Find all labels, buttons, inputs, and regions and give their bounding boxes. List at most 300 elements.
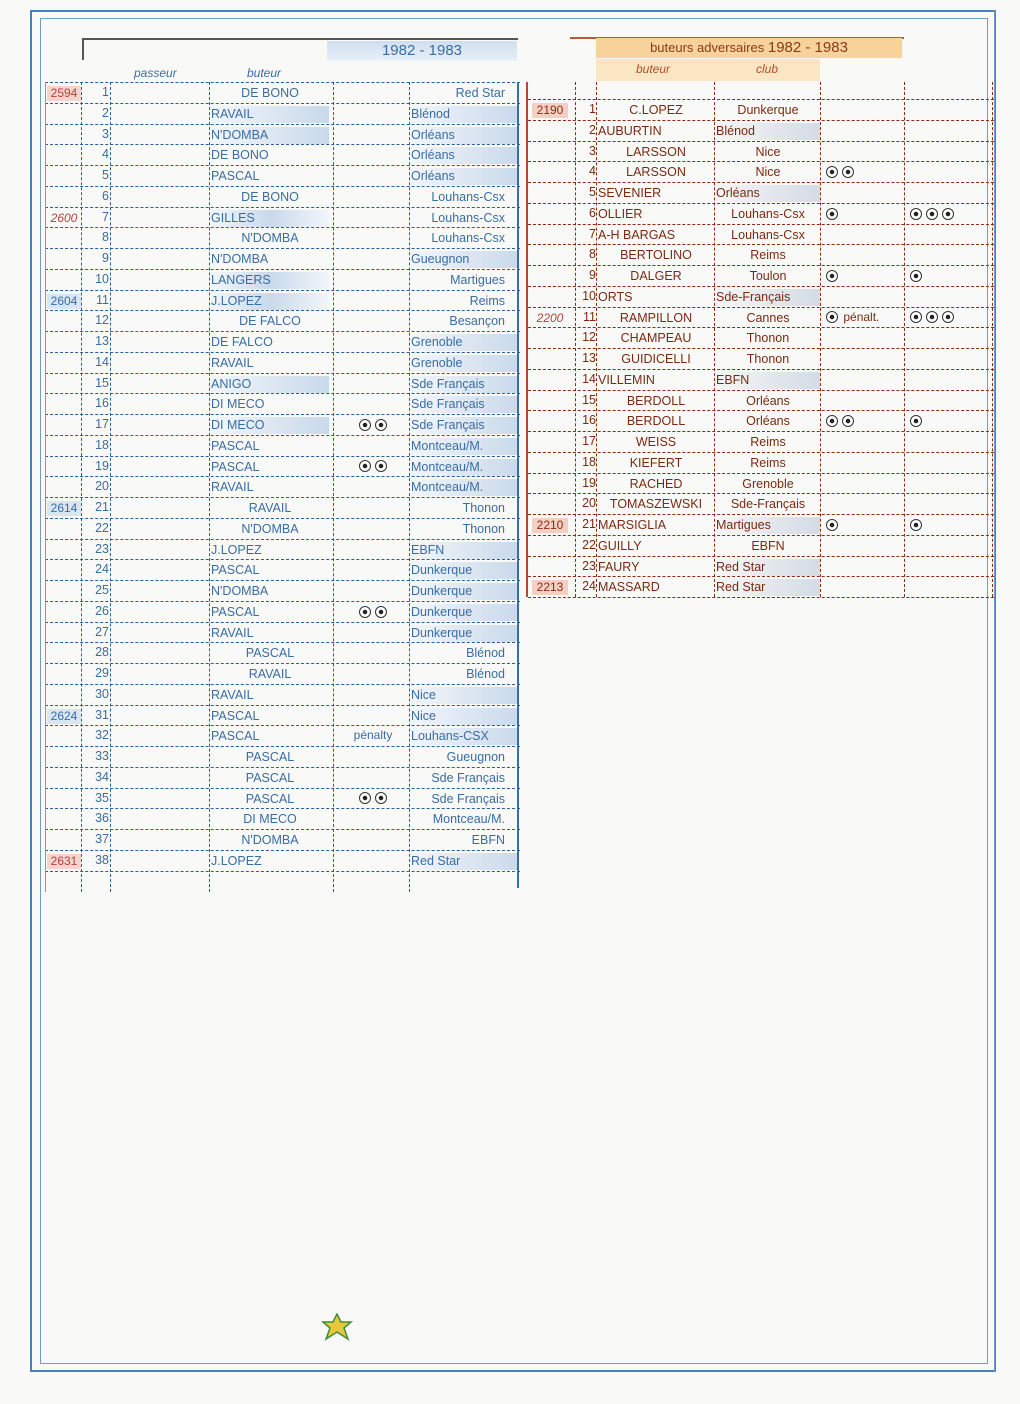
left-scorers-table <box>45 82 520 873</box>
opponent-club: Reims <box>469 293 505 308</box>
opponent-club: Sde Français <box>411 396 519 413</box>
opponent-scorer-name: RACHED <box>629 476 683 491</box>
opponent-scorer-name: LARSSON <box>626 144 686 159</box>
soccer-ball-icon <box>910 311 922 323</box>
table-row <box>528 141 994 162</box>
scorer-name: PASCAL <box>245 750 295 764</box>
goal-note-2 <box>908 268 994 282</box>
opponent-scorer-name: MARSIGLIA <box>598 518 667 532</box>
goal-note <box>335 459 411 473</box>
soccer-ball-icon <box>359 606 371 618</box>
scorer-name: DE BONO <box>211 148 269 163</box>
goal-number: 2 <box>102 105 109 120</box>
goal-number: 30 <box>95 686 109 701</box>
scorer-name: J.LOPEZ <box>211 293 329 310</box>
scorer-name: J.LOPEZ <box>211 542 262 557</box>
opponent-scorer-name: OLLIER <box>598 206 643 221</box>
goal-number: 14 <box>95 354 109 369</box>
goal-number: 7 <box>102 209 109 224</box>
opponent-scorer-name: SEVENIER <box>598 186 662 200</box>
table-row <box>45 684 520 705</box>
opponent-club: Montceau/M. <box>411 479 519 496</box>
opponent-club: Gueugnon <box>446 750 505 764</box>
goal-number: 28 <box>95 645 109 660</box>
goal-number: 7 <box>589 226 596 241</box>
opponent-club: Dunkerque <box>411 562 519 579</box>
opponent-club: Nice <box>411 708 519 725</box>
right-subheader-bar <box>596 59 820 81</box>
table-row <box>45 82 520 103</box>
table-row <box>45 580 520 601</box>
page-frame-right-edge <box>994 10 995 1372</box>
goal-number: 25 <box>95 583 109 597</box>
scorer-name: PASCAL <box>211 169 260 183</box>
soccer-ball-icon <box>826 208 838 220</box>
goal-number: 12 <box>95 313 109 328</box>
goal-number: 22 <box>95 520 109 535</box>
cumulative-goal-count: 2624 <box>47 709 81 724</box>
scorer-name: ANIGO <box>211 376 329 393</box>
soccer-ball-icon <box>910 415 922 427</box>
soccer-ball-icon <box>375 460 387 472</box>
opponent-club: EBFN <box>411 542 519 559</box>
goal-number: 2 <box>589 122 596 137</box>
right-vline <box>820 82 821 597</box>
soccer-ball-icon <box>375 606 387 618</box>
soccer-ball-icon <box>826 519 838 531</box>
cumulative-goals-against: 2190 <box>532 103 568 118</box>
table-row <box>45 207 520 228</box>
soccer-ball-icon <box>359 460 371 472</box>
goal-number: 11 <box>96 292 109 307</box>
goal-number: 1 <box>102 85 109 99</box>
goal-note <box>824 517 904 531</box>
opponent-scorer-name: DALGER <box>630 269 682 283</box>
opponent-scorer-name: RAMPILLON <box>619 310 693 325</box>
opponent-club: Orléans <box>411 147 519 164</box>
scorer-club: Orléans <box>716 185 820 202</box>
table-row <box>528 390 994 411</box>
table-row <box>45 248 520 269</box>
right-title <box>596 38 902 58</box>
table-row <box>528 203 994 224</box>
goal-number: 1 <box>589 102 596 116</box>
goal-number: 3 <box>589 143 596 158</box>
scorer-club: Orléans <box>746 414 790 429</box>
opponent-scorer-name: A-H BARGAS <box>598 227 676 242</box>
opponent-scorer-name: BERDOLL <box>626 414 686 429</box>
goal-number: 18 <box>95 437 109 452</box>
goal-number: 6 <box>102 188 109 203</box>
scorer-name: N'DOMBA <box>211 252 269 266</box>
goal-number: 3 <box>102 126 109 141</box>
soccer-ball-icon <box>942 311 954 323</box>
scorer-name: PASCAL <box>211 729 260 744</box>
scorer-name: J.LOPEZ <box>211 853 262 868</box>
table-row <box>528 535 994 556</box>
opponent-scorer-name: GUILLY <box>598 538 642 553</box>
goal-number: 10 <box>582 288 596 303</box>
soccer-ball-icon <box>942 208 954 220</box>
table-row <box>528 307 994 328</box>
goal-note <box>824 164 904 178</box>
scorer-name: DI MECO <box>211 417 329 434</box>
goal-number: 26 <box>95 603 109 618</box>
soccer-ball-icon <box>926 208 938 220</box>
scorer-name: PASCAL <box>211 438 260 453</box>
opponent-club: Blénod <box>411 106 519 123</box>
table-row <box>45 476 520 497</box>
goal-number: 21 <box>582 517 596 531</box>
opponent-club: Red Star <box>411 853 519 870</box>
soccer-ball-icon <box>826 270 838 282</box>
table-row <box>528 327 994 348</box>
scorer-club: Reims <box>750 248 786 263</box>
opponent-club: Louhans-Csx <box>431 189 505 204</box>
left-col-buteur: buteur <box>247 66 282 80</box>
goal-number: 8 <box>102 230 109 245</box>
soccer-ball-icon <box>910 519 922 531</box>
opponent-scorer-name: GUIDICELLI <box>621 352 691 366</box>
opponent-club: Nice <box>411 687 519 704</box>
scorer-club: Nice <box>755 144 781 159</box>
penalty-note: pénalt. <box>843 309 880 324</box>
soccer-ball-icon <box>359 792 371 804</box>
goal-note-2 <box>908 310 994 324</box>
opponent-club: Montceau/M. <box>432 812 505 827</box>
scorer-club: Cannes <box>746 310 790 325</box>
opponent-club: Dunkerque <box>411 604 519 621</box>
opponent-club: Besançon <box>449 314 505 329</box>
goal-number: 13 <box>95 334 109 348</box>
scorer-name: PASCAL <box>245 770 295 785</box>
left-table-left-edge <box>45 82 46 892</box>
table-row <box>45 601 520 622</box>
goal-number: 17 <box>582 434 596 448</box>
scorer-name: PASCAL <box>245 791 295 806</box>
table-row <box>528 473 994 494</box>
table-row <box>45 310 520 331</box>
cumulative-goal-count: 2604 <box>47 294 81 309</box>
table-row <box>528 161 994 182</box>
goal-number: 34 <box>95 769 109 784</box>
opponent-scorer-name: TOMASZEWSKI <box>609 497 703 512</box>
scorer-club: Thonon <box>746 352 790 366</box>
goal-number: 5 <box>589 185 596 199</box>
scorer-club: Nice <box>755 165 781 180</box>
table-row <box>45 788 520 809</box>
opponent-scorer-name: FAURY <box>598 559 640 574</box>
scorer-name: N'DOMBA <box>241 521 299 536</box>
scorer-club: Thonon <box>746 331 790 346</box>
table-row <box>528 265 994 286</box>
goal-number: 8 <box>589 247 596 262</box>
goal-note <box>824 413 904 427</box>
opponent-scorer-name: C.LOPEZ <box>629 103 683 117</box>
table-row <box>528 452 994 473</box>
opponent-scorer-name: LARSSON <box>626 165 686 180</box>
table-row <box>45 144 520 165</box>
opponent-club: Sde Français <box>431 791 505 806</box>
opponent-club: Montceau/M. <box>411 459 519 476</box>
opponent-scorer-name: MASSARD <box>598 580 660 595</box>
table-row <box>45 663 520 684</box>
scorer-club: Reims <box>750 455 786 470</box>
scorer-club: Red Star <box>716 559 820 576</box>
scorer-name: RAVAIL <box>248 501 292 515</box>
scorer-club: Orléans <box>746 393 790 408</box>
right-vline <box>904 82 905 597</box>
opponent-club: Montceau/M. <box>411 438 519 455</box>
right-col-buteur: buteur <box>636 62 671 76</box>
goal-number: 32 <box>95 728 109 743</box>
goal-number: 12 <box>582 330 596 345</box>
goal-number: 16 <box>582 413 596 428</box>
opponent-club: Dunkerque <box>411 583 519 600</box>
goal-number: 4 <box>102 147 109 162</box>
goal-number: 20 <box>582 496 596 511</box>
opponent-scorer-name: BERDOLL <box>626 393 686 408</box>
goal-number: 11 <box>583 309 596 324</box>
table-row <box>528 369 994 390</box>
table-row <box>45 186 520 207</box>
goal-number: 37 <box>95 832 109 846</box>
scorer-name: RAVAIL <box>211 625 254 640</box>
cumulative-goals-against: 2213 <box>532 580 568 595</box>
goal-note <box>335 728 411 742</box>
table-row <box>45 725 520 746</box>
table-row <box>45 103 520 124</box>
soccer-ball-icon <box>375 792 387 804</box>
scorer-name: PASCAL <box>211 563 260 578</box>
opponent-club: Sde Français <box>411 417 519 434</box>
right-col-club: club <box>756 62 779 76</box>
scorer-club: EBFN <box>751 538 785 553</box>
opponent-club: Red Star <box>455 86 505 100</box>
goal-number: 15 <box>582 392 596 407</box>
scorer-club: Louhans-Csx <box>731 227 805 242</box>
goal-number: 35 <box>95 790 109 805</box>
table-row <box>45 331 520 352</box>
goal-note <box>824 310 904 324</box>
opponent-club: Martigues <box>450 272 505 287</box>
goal-note <box>335 604 411 618</box>
opponent-scorers-table <box>528 99 994 599</box>
soccer-ball-icon <box>842 166 854 178</box>
opponent-scorer-name: AUBURTIN <box>598 123 662 138</box>
right-title-season: 1982 - 1983 <box>767 39 848 56</box>
goal-number: 13 <box>582 351 596 365</box>
table-row <box>528 348 994 369</box>
scorer-name: N'DOMBA <box>241 231 299 246</box>
table-row <box>45 559 520 580</box>
scorer-name: RAVAIL <box>211 480 254 495</box>
scorer-name: RAVAIL <box>211 106 329 123</box>
goal-number: 10 <box>95 271 109 286</box>
goal-number: 23 <box>582 558 596 573</box>
table-row <box>45 850 520 871</box>
scorer-name: GILLES <box>211 210 329 227</box>
table-row <box>45 456 520 477</box>
scorer-name: PASCAL <box>211 708 260 723</box>
scorer-club: Sde-Français <box>730 497 806 512</box>
goal-note <box>824 268 904 282</box>
scorer-club: EBFN <box>716 372 820 389</box>
goal-note <box>335 791 411 805</box>
table-row <box>528 514 994 535</box>
cumulative-goals-against: 2200 <box>536 310 564 325</box>
goal-number: 33 <box>95 749 109 763</box>
left-col-passeur: passeur <box>134 66 177 80</box>
goal-number: 17 <box>95 417 109 431</box>
goal-number: 9 <box>102 251 109 265</box>
table-row <box>45 393 520 414</box>
right-vline <box>596 82 597 597</box>
scorer-club: Louhans-Csx <box>731 206 805 221</box>
opponent-club: Blénod <box>466 667 505 681</box>
soccer-ball-icon <box>910 270 922 282</box>
opponent-club: EBFN <box>471 833 505 847</box>
table-row <box>528 244 994 265</box>
goal-number: 5 <box>102 168 109 182</box>
scorer-club: Red Star <box>716 579 820 596</box>
soccer-ball-icon <box>359 419 371 431</box>
scorer-name: PASCAL <box>245 646 295 661</box>
soccer-ball-icon <box>910 208 922 220</box>
scorer-name: N'DOMBA <box>211 584 269 598</box>
scorer-name: DE BONO <box>241 86 299 100</box>
goal-number: 21 <box>95 500 109 514</box>
goal-number: 24 <box>582 579 596 594</box>
soccer-ball-icon <box>842 415 854 427</box>
scorer-name: DE FALCO <box>239 314 301 329</box>
scorer-name: PASCAL <box>211 604 260 619</box>
goal-number: 38 <box>95 852 109 867</box>
goal-number: 18 <box>582 454 596 469</box>
scorer-club: Martigues <box>716 517 820 534</box>
opponent-scorer-name: ORTS <box>598 289 633 304</box>
right-vline <box>575 82 576 597</box>
table-row <box>45 829 520 850</box>
cumulative-goal-count: 2594 <box>47 86 81 101</box>
scorer-name: LANGERS <box>211 272 329 289</box>
table-row <box>528 431 994 452</box>
opponent-club: Grenoble <box>411 334 519 351</box>
right-title-label: buteurs adversaires <box>650 40 765 55</box>
goal-number: 19 <box>95 458 109 473</box>
goal-number: 27 <box>95 624 109 639</box>
table-row <box>528 99 994 120</box>
scorer-club: Toulon <box>749 269 787 283</box>
scorer-club: Dunkerque <box>737 103 799 117</box>
goal-note <box>335 417 411 431</box>
table-row <box>45 539 520 560</box>
opponent-club: Dunkerque <box>411 625 519 642</box>
opponent-club: Sde Français <box>411 376 519 393</box>
opponent-club: Orléans <box>411 168 519 185</box>
scorer-name: RAVAIL <box>211 687 254 702</box>
soccer-ball-icon <box>926 311 938 323</box>
opponent-scorer-name: KIEFERT <box>629 455 683 470</box>
table-row <box>528 410 994 431</box>
goal-number: 24 <box>95 562 109 577</box>
soccer-ball-icon <box>375 419 387 431</box>
table-row <box>45 373 520 394</box>
goal-number: 9 <box>589 268 596 282</box>
opponent-club: Blénod <box>466 646 505 661</box>
scorer-name: N'DOMBA <box>241 833 299 847</box>
opponent-club: Louhans-Csx <box>431 231 505 246</box>
soccer-ball-icon <box>826 166 838 178</box>
opponent-scorer-name: WEISS <box>635 435 677 449</box>
table-row <box>45 269 520 290</box>
table-row <box>45 414 520 435</box>
table-row <box>45 808 520 829</box>
table-row <box>528 576 994 597</box>
cumulative-goal-count: 2614 <box>47 501 81 516</box>
goal-number: 23 <box>95 541 109 556</box>
left-season-title: 1982 - 1983 <box>327 41 517 61</box>
star-icon <box>320 1313 354 1341</box>
right-vline <box>992 82 993 597</box>
opponent-club: Grenoble <box>411 355 519 372</box>
scorer-name: DI MECO <box>243 812 297 827</box>
left-table-right-edge <box>517 82 519 888</box>
right-table-left-edge <box>526 82 528 597</box>
cumulative-goal-count: 2631 <box>47 854 81 869</box>
opponent-scorer-name: BERTOLINO <box>620 248 692 263</box>
goal-number: 4 <box>589 164 596 179</box>
goal-note-2 <box>908 413 994 427</box>
right-vline <box>714 82 715 597</box>
table-bottom-line <box>45 871 520 873</box>
scorer-club: Blénod <box>716 123 820 140</box>
table-row <box>45 124 520 145</box>
table-row <box>45 352 520 373</box>
scorer-club: Grenoble <box>742 476 794 491</box>
table-row <box>528 493 994 514</box>
soccer-ball-icon <box>826 415 838 427</box>
left-vline <box>333 82 334 892</box>
opponent-club: Thonon <box>462 521 505 536</box>
scorer-name: DI MECO <box>211 397 265 412</box>
scorer-club: Sde-Français <box>716 289 820 306</box>
scorer-name: N'DOMBA <box>211 127 329 144</box>
table-row <box>528 182 994 203</box>
opponent-club: Louhans-CSX <box>411 728 519 745</box>
goal-number: 15 <box>95 375 109 390</box>
left-vline <box>209 82 210 892</box>
opponent-club: Louhans-Csx <box>431 210 505 225</box>
opponent-scorer-name: VILLEMIN <box>598 372 655 387</box>
cumulative-goals-against: 2210 <box>532 518 568 533</box>
table-row <box>45 497 520 518</box>
table-row <box>528 120 994 141</box>
table-row <box>45 518 520 539</box>
penalty-note: pénalty <box>353 728 393 743</box>
goal-number: 29 <box>95 666 109 680</box>
scorer-name: DE FALCO <box>211 335 273 349</box>
scorer-name: DE BONO <box>241 189 299 204</box>
table-row <box>45 642 520 663</box>
goal-number: 6 <box>589 205 596 220</box>
table-row <box>45 622 520 643</box>
opponent-scorer-name: CHAMPEAU <box>620 331 692 346</box>
table-row <box>45 767 520 788</box>
goal-number: 31 <box>95 707 109 722</box>
goal-number: 19 <box>582 475 596 490</box>
goal-number: 20 <box>95 479 109 494</box>
